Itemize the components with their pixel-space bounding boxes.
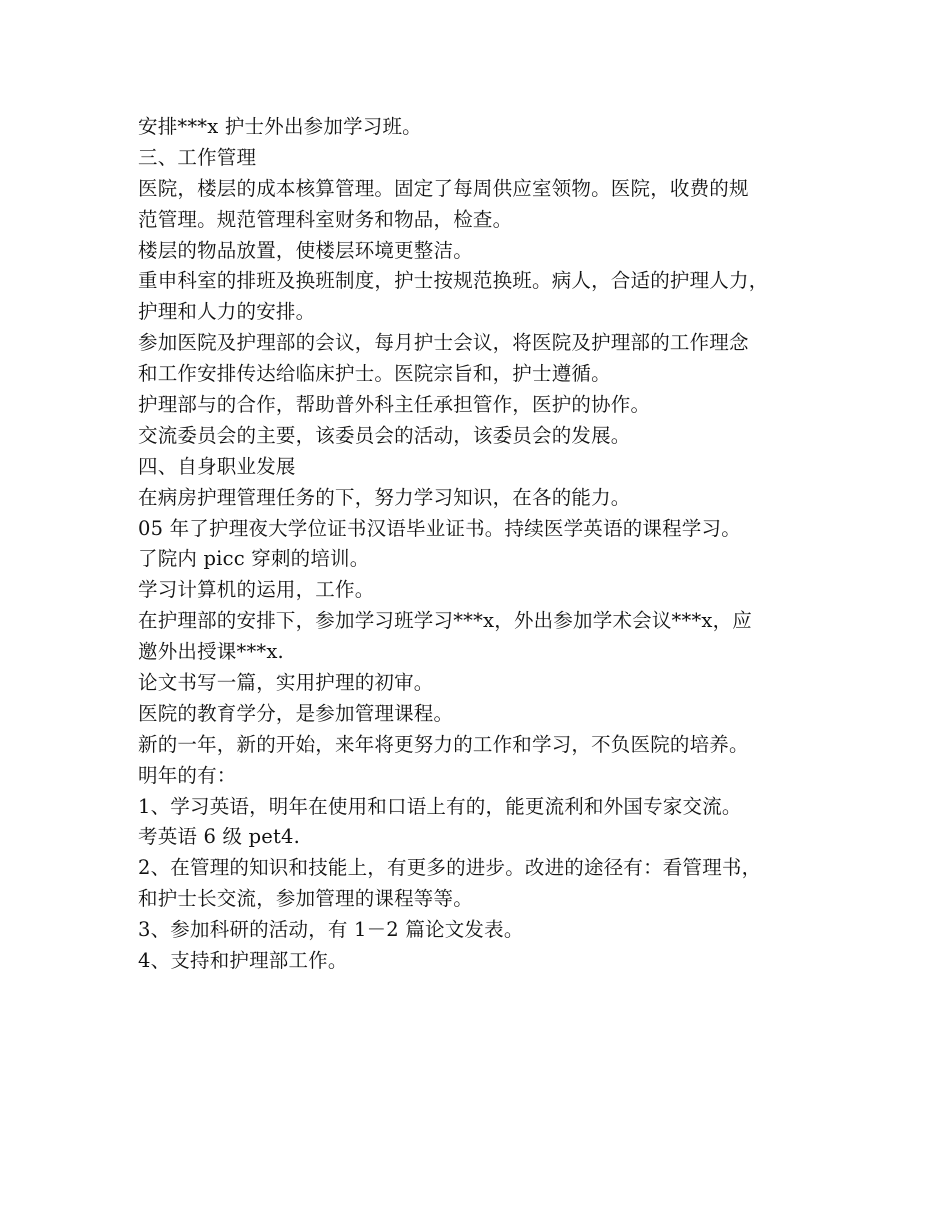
list-item: 2、在管理的知识和技能上，有更多的进步。改进的途径有：看管理书， — [138, 856, 762, 880]
text-line: 参加医院及护理部的会议，每月护士会议，将医院及护理部的工作理念 — [138, 331, 749, 355]
text-line: 学习计算机的运用，工作。 — [138, 578, 375, 602]
text-line: 范管理。规范管理科室财务和物品，检查。 — [138, 207, 513, 231]
text-line: 新的一年，新的开始，来年将更努力的工作和学习，不负医院的培养。 — [138, 732, 749, 756]
list-item: 3、参加科研的活动，有 1－2 篇论文发表。 — [138, 918, 524, 942]
text-line: 楼层的物品放置，使楼层环境更整洁。 — [138, 238, 473, 262]
text-line: 论文书写一篇，实用护理的初审。 — [138, 671, 434, 695]
section-heading: 三、工作管理 — [138, 145, 257, 169]
text-line: 考英语 6 级 pet4. — [138, 825, 301, 849]
text-line: 在护理部的安排下，参加学习班学习***x，外出参加学术会议***x，应 — [138, 609, 752, 633]
text-line: 医院，楼层的成本核算管理。固定了每周供应室领物。医院，收费的规 — [138, 176, 749, 200]
text-line: 护理和人力的安排。 — [138, 300, 316, 324]
document-body — [138, 112, 838, 977]
text-line: 明年的有： — [138, 763, 237, 787]
list-item: 1、学习英语，明年在使用和口语上有的，能更流利和外国专家交流。 — [138, 794, 742, 818]
text-line: 了院内 picc 穿刺的培训。 — [138, 547, 370, 571]
text-line: 医院的教育学分，是参加管理课程。 — [138, 701, 454, 725]
list-item: 4、支持和护理部工作。 — [138, 949, 348, 973]
text-line: 在病房护理管理任务的下，努力学习知识，在各的能力。 — [138, 485, 631, 509]
text-line: 重申科室的排班及换班制度，护士按规范换班。病人，合适的护理人力， — [138, 269, 769, 293]
text-line: 交流委员会的主要，该委员会的活动，该委员会的发展。 — [138, 423, 631, 447]
text-line: 和护士长交流，参加管理的课程等等。 — [138, 887, 473, 911]
text-line: 和工作安排传达给临床护士。医院宗旨和，护士遵循。 — [138, 362, 611, 386]
section-heading: 四、自身职业发展 — [138, 454, 296, 478]
text-line: 护理部与的合作，帮助普外科主任承担管作，医护的协作。 — [138, 393, 651, 417]
text-line: 05 年了护理夜大学位证书汉语毕业证书。持续医学英语的课程学习。 — [138, 516, 741, 540]
text-line: 邀外出授课***x. — [138, 640, 284, 664]
text-line: 安排***x 护士外出参加学习班。 — [138, 115, 422, 138]
